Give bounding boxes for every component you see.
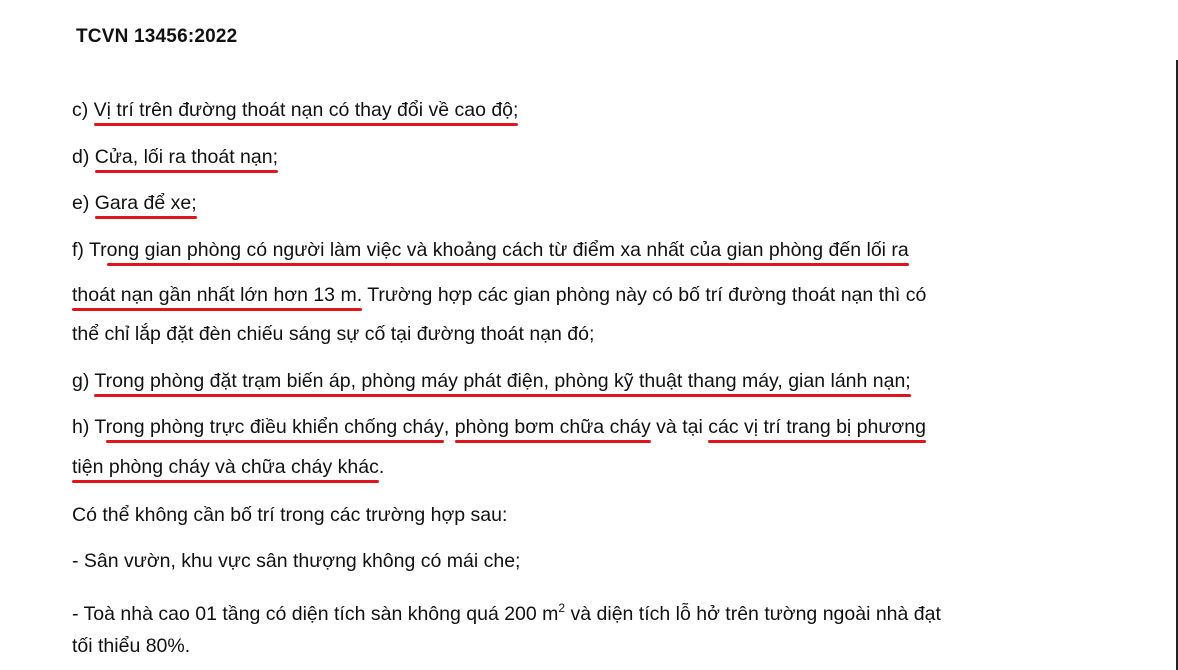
item-e-prefix: e)	[72, 192, 95, 214]
bullet-building-text: - Toà nhà cao 01 tầng có diện tích sàn không quá 200 m	[72, 603, 559, 625]
bullet-garden-text: - Sân vườn, khu vực sân thượng không có mái che;	[72, 550, 521, 572]
item-e-text: Gara để xe;	[94, 192, 197, 214]
paragraph-intro-text: Có thể không cần bố trí trong các trường hợp sau:	[72, 504, 508, 526]
item-d	[72, 145, 278, 169]
item-d-prefix: d)	[72, 146, 95, 168]
item-h-line2	[72, 455, 384, 479]
item-c	[72, 98, 518, 122]
bullet-building-cont	[72, 634, 190, 658]
item-f-line2	[72, 283, 926, 307]
item-f-line3-text: thể chỉ lắp đặt đèn chiếu sáng sự cố tại đường thoát nạn đó;	[72, 323, 595, 345]
item-h-prefix: h) T	[72, 416, 106, 438]
item-h-underlined-3: các vị trí trang bị phương	[708, 416, 926, 438]
item-c-text: Vị trí trên đường thoát nạn có thay đổi về cao độ;	[93, 99, 519, 121]
item-f-line1	[72, 238, 909, 262]
item-e	[72, 191, 197, 215]
item-h-sep-1: ,	[443, 416, 455, 438]
superscript-2: 2	[558, 601, 566, 615]
item-f-prefix: f) Tr	[72, 239, 107, 261]
document-header: TCVN 13456:2022	[76, 26, 238, 47]
item-h-sep-2: và tại	[650, 416, 709, 438]
item-d-text: Cửa, lối ra thoát nạn;	[94, 146, 279, 168]
item-f-line3	[72, 322, 594, 346]
item-c-prefix: c)	[72, 99, 94, 121]
item-g-text: Trong phòng đặt trạm biến áp, phòng máy phát điện, phòng kỹ thuật thang máy, gian lánh nạn;	[94, 370, 911, 392]
bullet-building-cont-text: tối thiểu 80%.	[72, 635, 191, 657]
item-h-end: .	[378, 456, 385, 478]
paragraph-intro	[72, 503, 507, 527]
item-h-line1	[72, 415, 926, 439]
bullet-building	[72, 596, 941, 626]
item-g	[72, 369, 911, 393]
item-g-prefix: g)	[72, 370, 95, 392]
item-f-underlined-1: ong gian phòng có người làm việc và khoảng cách từ điểm xa nhất của gian phòng đến lối ra	[106, 239, 909, 261]
item-f-underlined-2: thoát nạn gần nhất lớn hơn 13 m.	[72, 284, 363, 306]
item-h-underlined-2: phòng bơm chữa cháy	[454, 416, 651, 438]
bullet-garden	[72, 549, 520, 573]
bullet-building-text-2: và diện tích lỗ hở trên tường ngoài nhà đạt	[565, 603, 941, 625]
item-f-rest: Trường hợp các gian phòng này có bố trí đường thoát nạn thì có	[362, 284, 927, 306]
item-h-underlined-4: tiện phòng cháy và chữa cháy khác	[72, 456, 379, 478]
item-h-underlined-1: rong phòng trực điều khiển chống cháy	[105, 416, 444, 438]
